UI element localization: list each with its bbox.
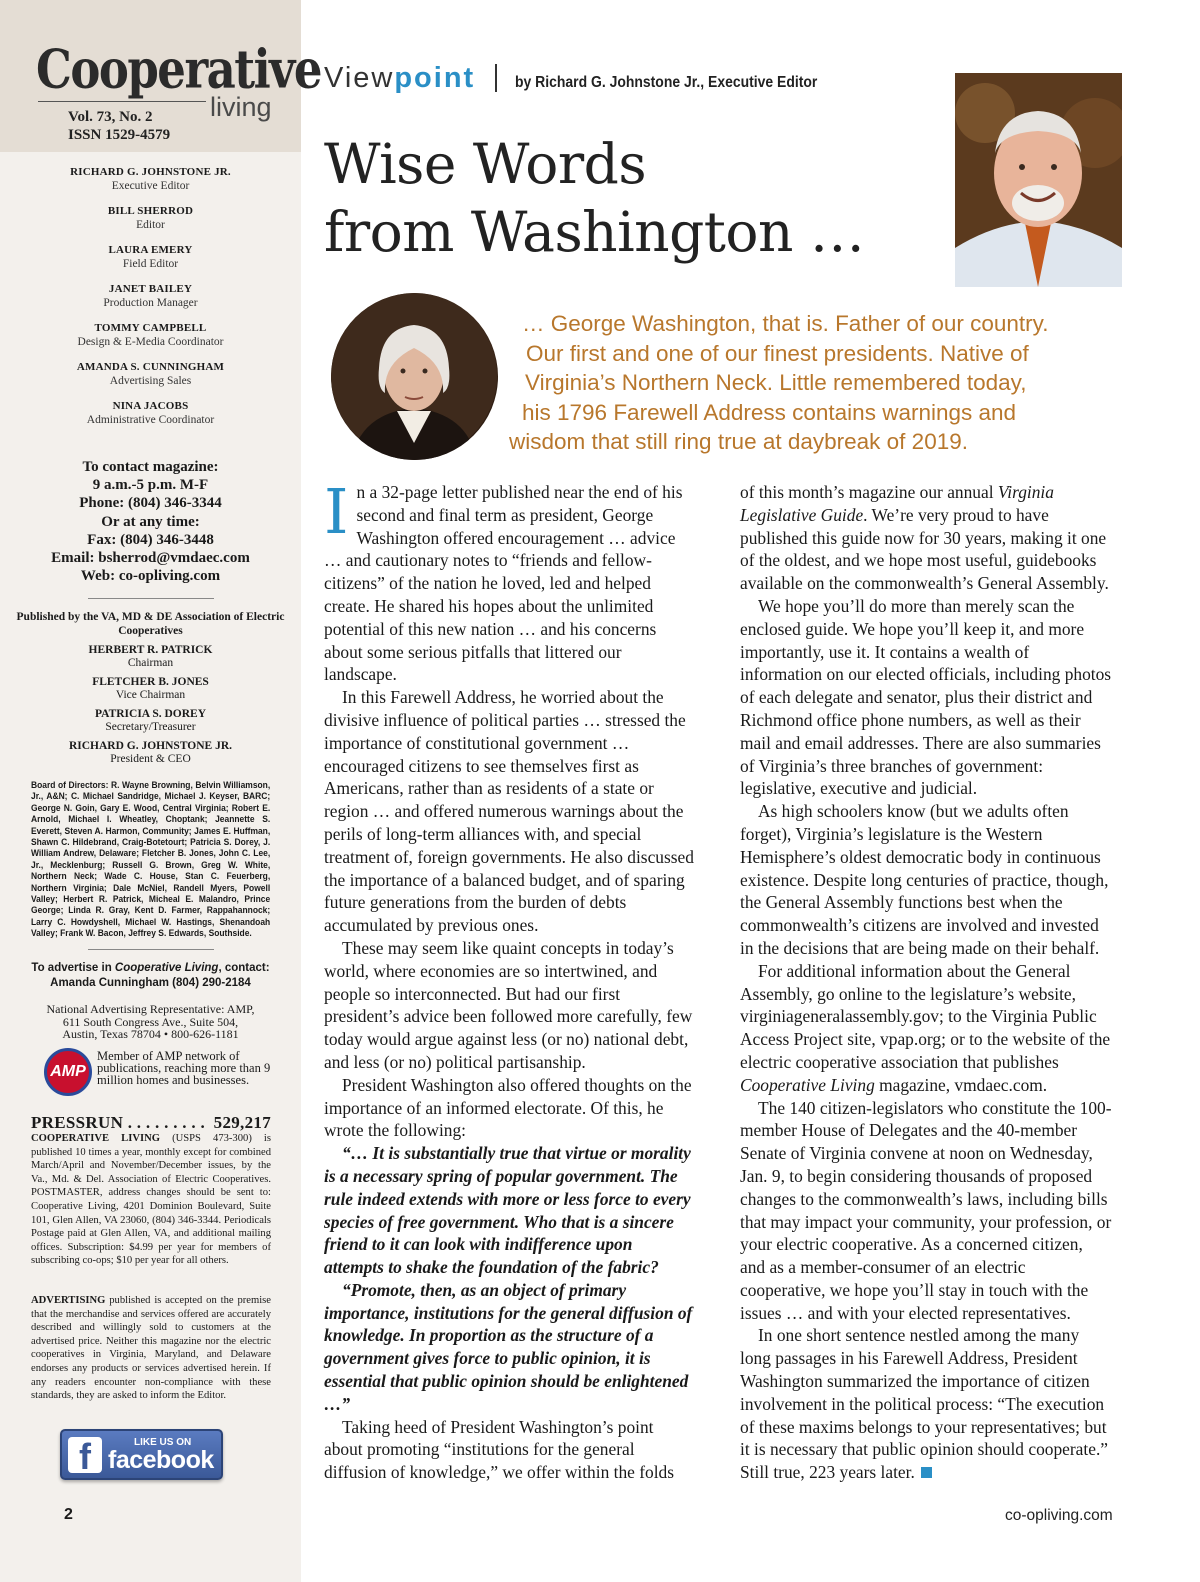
paragraph-text: of this month’s magazine our annual: [740, 482, 998, 502]
notice-text: (USPS 473-300) is published 10 times a year, monthly except for combined March/April and November/December issues, by the Va., Md. & Del. Association of Electric Cooperatives. POSTMASTER, address changes should be sent to: Cooperative Living, 4201 Dominion Boulevard, Suite 101, Glen Allen, VA 23060, (804) 346-3344. Periodicals Postage paid at Glen Allen, VA, and additional mailing offices. Subscription: $4.99 per year for members of subscribing co-ops; $10 per year for all others.: [31, 1133, 271, 1267]
issn: ISSN 1529-4579: [68, 127, 171, 143]
staff-member: [0, 360, 301, 388]
masthead: [0, 0, 321, 152]
article-paragraph: In this Farewell Address, he worried about the divisive influence of political parties … stressed the importance of constitutional government … encouraged citizens to see themselves first as Americans, rather than as residents of a state or region … and offered numerous warnings about the perils of long-term alliances with, and special treatment of, foreign governments. He also discussed the importance of a balanced budget, and of sparing future generations from the burden of debts accumulated by previous ones.: [324, 687, 694, 936]
staff-member: [0, 282, 301, 310]
staff-name: NINA JACOBS: [112, 400, 189, 412]
magazine-logo: Cooperative: [36, 38, 321, 101]
staff-role: Production Manager: [103, 297, 198, 309]
association-header: Published by the VA, MD & DE Association of Electric Cooperatives: [16, 611, 285, 637]
end-mark-icon: [921, 1467, 932, 1478]
magazine-title: Cooperative Living: [740, 1074, 875, 1095]
volume-number: Vol. 73, No. 2: [68, 109, 153, 125]
national-ad-rep: [0, 1003, 301, 1041]
article-paragraph: The 140 citizen-legislators who constitute the 100-member House of Delegates and the 40-member Senate of Virginia convene at noon on Wednesday, Jan. 9, to begin considering thousands of proposed changes to the commonwealth’s laws, including bills that may impact your community, your profession, or your electric cooperative. As a concerned citizen, and as a member-consumer of an electric cooperative, we hope you’ll stay in touch with the issues … and with your elected representatives.: [740, 1097, 1112, 1323]
contact-web[interactable]: Web: co-opliving.com: [80, 568, 221, 585]
advertise-block: [0, 961, 301, 991]
staff-role: Editor: [136, 219, 165, 231]
pull-quote-line: Virginia’s Northern Neck. Little remembered today,: [525, 370, 1027, 395]
facebook-icon: f: [68, 1437, 102, 1473]
contact-block: [0, 458, 301, 585]
staff-name: TOMMY CAMPBELL: [94, 322, 207, 334]
national-line: Austin, Texas 78704 • 800-626-1181: [62, 1027, 239, 1042]
staff-member: [0, 204, 301, 232]
author-photo: [955, 73, 1122, 287]
article-paragraph: [740, 481, 1112, 595]
contact-email[interactable]: Email: bsherrod@vmdaec.com: [51, 550, 250, 567]
advertise-prefix: To advertise in: [31, 962, 115, 974]
headline-line: Wise Words: [324, 132, 647, 196]
divider: [88, 949, 214, 950]
paragraph-text: For additional information about the General Assembly, go online to the legislature’s website, virginiageneralassembly.gov; to the Virginia Public Access Project site, vpap.org; or to the website of the electric cooperative association that publishes: [740, 960, 1111, 1072]
staff-name: AMANDA S. CUNNINGHAM: [76, 361, 225, 373]
staff-name: JANET BAILEY: [108, 283, 193, 295]
officer-role: Chairman: [127, 657, 174, 669]
staff-name: LAURA EMERY: [108, 244, 193, 256]
paragraph-text: magazine, vmdaec.com.: [874, 1074, 1048, 1095]
article-paragraph: As high schoolers know (but we adults often forget), Virginia’s legislature is the Western Hemisphere’s oldest democratic body in continuous existence. Despite long centuries of practice, though, the General Assembly functions best when the commonwealth’s citizens are involved and invested in the decisions that are being made on their behalf.: [740, 801, 1109, 958]
pull-quote: [505, 309, 1105, 457]
staff-member: [0, 399, 301, 427]
facebook-like-label: LIKE US ON: [134, 1437, 192, 1448]
article-paragraph: [740, 1324, 1112, 1484]
staff-role: Administrative Coordinator: [86, 414, 215, 426]
amp-member-text: Member of AMP network of publications, reaching more than 9 million homes and businesses.: [97, 1049, 271, 1088]
advertise-line1: [0, 961, 301, 976]
officer-role: Secretary/Treasurer: [105, 721, 196, 733]
section-separator: [495, 64, 497, 92]
byline: by Richard G. Johnstone Jr., Executive Editor: [515, 74, 818, 91]
pressrun-value: 529,217: [213, 1113, 271, 1132]
policy-text: published is accepted on the premise that the merchandise and services offered are accurately described and willingly sold to customers at the advertised price. Neither this magazine nor the electric cooperatives in Virginia, Maryland, and Delaware endorses any products or services advertised herein. If any readers encounter non-compliance with these standards, they are asked to inform the Editor.: [31, 1295, 271, 1402]
national-line: National Advertising Representative: AMP,: [46, 1002, 255, 1016]
pull-quote-line: … George Washington, that is. Father of our country.: [522, 311, 1049, 336]
officer-name: HERBERT R. PATRICK: [88, 644, 213, 656]
magazine-logo-sub: living: [210, 92, 272, 122]
officer-name: FLETCHER B. JONES: [92, 676, 209, 688]
washington-portrait-illustration: [331, 293, 498, 460]
washington-portrait: [331, 293, 498, 460]
staff-name: RICHARD G. JOHNSTONE JR.: [70, 166, 231, 178]
pull-quote-line: wisdom that still ring true at daybreak of 2019.: [509, 429, 968, 454]
staff-member: [0, 165, 301, 193]
staff-member: [0, 321, 301, 349]
pressrun-label: PRESSRUN . . . . . . . . .: [31, 1113, 206, 1132]
pull-quote-line: Our first and one of our finest presidents. Native of: [526, 340, 1029, 366]
paragraph-text: . We’re very proud to have published this guide now for 30 years, making it one of the oldest, and we hope most useful, guidebooks available on the commonwealth’s General Assembly.: [740, 504, 1109, 594]
staff-role: Design & E-Media Coordinator: [77, 336, 224, 348]
notice-lead: COOPERATIVE LIVING: [31, 1133, 161, 1144]
article-paragraph: [324, 475, 696, 686]
publication-notice: [31, 1132, 271, 1268]
headline-line: from Washington …: [324, 200, 865, 264]
article-paragraph: We hope you’ll do more than merely scan the enclosed guide. We hope you’ll keep it, and more importantly, use it. It contains a wealth of information on our elected officials, including photos of each delegate and senator, plus their district and Richmond office phone numbers, as well as their mail and email addresses. There are also summaries of Virginia’s three branches of government: legislative, executive and judicial.: [740, 595, 1112, 799]
advertise-suffix: , contact:: [218, 962, 270, 974]
contact-phone: Phone: (804) 346-3344: [79, 495, 222, 512]
policy-lead: ADVERTISING: [31, 1295, 106, 1306]
article-column-1: [324, 475, 696, 1484]
officer-name: PATRICIA S. DOREY: [94, 708, 207, 720]
article-column-2: [740, 481, 1112, 1484]
headline: [324, 130, 864, 266]
drop-cap: I: [324, 475, 349, 548]
staff-role: Advertising Sales: [109, 375, 192, 387]
section-label-view: View: [324, 62, 395, 94]
section-label-point: point: [394, 62, 476, 94]
guide-title: Virginia Legislative Guide: [740, 482, 1054, 525]
quote-paragraph: “… It is substantially true that virtue or morality is a necessary spring of popular government. The rule indeed extends with more or less force to every species of free government. Who that is a sincere friend to it can look with indifference upon attempts to shake the foundation of the fabric?: [324, 1143, 691, 1278]
paragraph-text: n a 32-page letter published near the end of his second and final term as president, George Washington offered encouragement … advice … and cautionary notes to “friends and fellow-citizens” of the nation he loved, led and helped create. He shared his hopes about the unlimited potential of this new nation … and his concerns about some serious pitfalls that littered our landscape.: [324, 482, 683, 685]
article-paragraph: These may seem like quaint concepts in today’s world, where economies are so intertwined, and people so interconnected. But had our first president’s advice been followed more carefully, few today would argue against less (or no) national debt, and less (or no) political partisanship.: [324, 937, 693, 1072]
section-label: [324, 62, 475, 95]
contact-heading: To contact magazine:: [82, 459, 219, 475]
article-paragraph: President Washington also offered thoughts on the importance of an informed electorate. Of this, he wrote the following:: [324, 1074, 692, 1141]
amp-logo-icon: [44, 1048, 92, 1096]
staff-role: Executive Editor: [111, 180, 190, 192]
contact-hours: 9 a.m.-5 p.m. M-F: [92, 477, 209, 494]
facebook-wordmark: facebook: [108, 1446, 214, 1474]
footer-url[interactable]: co-opliving.com: [1005, 1507, 1113, 1524]
article-paragraph: Taking heed of President Washington’s point about promoting “institutions for the general diffusion of knowledge,” we offer within the folds: [324, 1416, 674, 1483]
pull-quote-line: his 1796 Farewell Address contains warnings and: [522, 399, 1017, 425]
staff-list: [0, 165, 301, 438]
staff-role: Field Editor: [122, 258, 179, 270]
volume-info: [68, 108, 170, 144]
sidebar: [0, 0, 321, 1582]
contact-fax: Fax: (804) 346-3448: [87, 531, 214, 548]
amp-logo-text: AMP: [50, 1063, 86, 1080]
article-paragraph: [740, 960, 1112, 1097]
advertising-policy: [31, 1294, 271, 1403]
staff-member: [0, 243, 301, 271]
paragraph-text: In one short sentence nestled among the many long passages in his Farewell Address, President Washington summarized the importance of citizen involvement in the political process: “The execution of these maxims belongs to your representatives; but it is necessary that public opinion should cooperate.” Still true, 223 years later.: [740, 1325, 1109, 1483]
author-portrait-illustration: [955, 73, 1122, 287]
divider: [88, 598, 214, 599]
logo-rule: [38, 101, 206, 102]
page-number: 2: [64, 1506, 73, 1523]
officer-role: Vice Chairman: [115, 689, 186, 701]
advertise-title: Cooperative Living: [114, 962, 219, 974]
officer-role: President & CEO: [110, 753, 191, 765]
national-line: 611 South Congress Ave., Suite 504,: [62, 1014, 239, 1029]
advertise-contact: Amanda Cunningham (804) 290-2184: [50, 977, 251, 989]
officer-name: RICHARD G. JOHNSTONE JR.: [68, 740, 233, 752]
pressrun: [31, 1113, 271, 1133]
board-of-directors: Board of Directors: R. Wayne Browning, Belvin Williamson, Jr., A&N; C. Michael Sandridge, Michael J. Keyser, BARC; George N. Goin, Gary E. Wood, Central Virginia; Robert E. Arnold, Michael I. Wheatley, Choptank; Jeannette S. Everett, Steven A. Harmon, Community; James E. Huffman, Shawn C. Hildebrand, Craig-Botetourt; Patricia S. Dorey, J. William Andrew, Delaware; Fletcher B. Jones, John C. Lee, Jr., Mecklenburg; Russell G. Brown, Greg W. White, Northern Neck; Wade C. House, Stan C. Feuerberg, Northern Virginia; Dale McNiel, Randell Myers, Powell Valley; Herbert R. Patrick, Micheal E. Malandro, Prince George; Linda R. Gray, Kent D. Farmer, Rappahannock; Larry C. Howdyshell, Michael W. Hastings, Shenandoah Valley; Frank W. Bacon, Jeffrey S. Edwards, Southside.: [31, 780, 271, 939]
facebook-like-button[interactable]: [60, 1429, 223, 1480]
association-block: [0, 610, 301, 772]
quote-paragraph: “Promote, then, as an object of primary importance, institutions for the general diffusion of knowledge. In proportion as the structure of a government gives force to public opinion, it is essential that public opinion should be enlightened …”: [324, 1279, 693, 1414]
staff-name: BILL SHERROD: [107, 205, 194, 217]
contact-anytime: Or at any time:: [101, 513, 200, 530]
